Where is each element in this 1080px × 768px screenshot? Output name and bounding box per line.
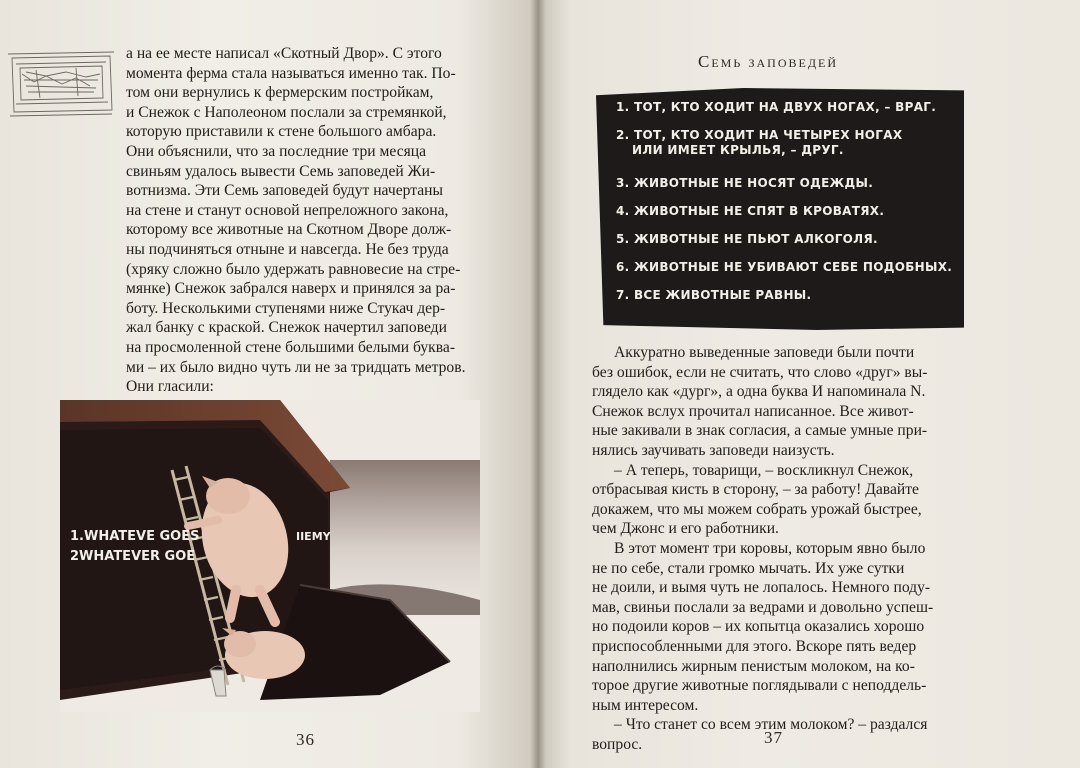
book-gutter (530, 0, 546, 768)
text-line: Они объяснили, что за последние три месяца (126, 142, 427, 160)
commandment-1 (616, 100, 936, 115)
text-line: нялись заучивать заповеди наизусть. (592, 441, 835, 459)
text-line: а на ее месте написал «Скотный Двор». С этого (126, 45, 442, 62)
text-line: наполнились жирным пенистым молоком, на ко- (592, 657, 915, 675)
text-line: ми – их было видно чуть ли не за тридцать метров. (126, 358, 466, 376)
text-line: вопрос. (592, 735, 643, 753)
text-line: приспособленными для этого. Вскоре пять ведер (592, 637, 917, 655)
page-number-right: 37 (764, 728, 783, 747)
commandment-line: 1. ТОТ, КТО ХОДИТ НА ДВУХ НОГАХ, – ВРАГ. (616, 100, 937, 114)
text-line: том они вернулись к фермерским постройкам, (126, 84, 434, 102)
text-line: ным интересом. (592, 696, 699, 714)
text-line: момента ферма стала называться именно так. По- (126, 64, 456, 82)
text-line: не доили, и вымя чуть не лопалось. Немного поду- (592, 579, 931, 597)
wall-text-side: IIEMY (296, 530, 331, 543)
text-line: (хряку сложно было удержать равновесие на стре- (126, 260, 461, 278)
text-line: отбрасывая кисть в сторону, – за работу! Давайте (592, 481, 919, 499)
paragraph (592, 343, 1012, 461)
page-number-left: 36 (296, 730, 315, 749)
left-paragraph (126, 44, 526, 397)
text-line: вотнизма. Эти Семь заповедей будут начертаны (126, 182, 443, 200)
commandment-line: ИЛИ ИМЕЕТ КРЫЛЬЯ, – ДРУГ. (632, 143, 844, 157)
right-page-body (592, 343, 1012, 754)
text-line: Они гласили: (126, 378, 214, 396)
text-line: которому все животные на Скотном Дворе долж- (126, 221, 452, 239)
text-line: жал банку с краской. Снежок начертил заповеди (126, 319, 447, 337)
commandment-line: 6. ЖИВОТНЫЕ НЕ УБИВАЮТ СЕБЕ ПОДОБНЫХ. (616, 260, 953, 274)
text-line: без ошибок, если не считать, что слово «друг» вы- (592, 363, 928, 381)
text-line: Аккуратно выведенные заповеди были почти (614, 344, 915, 361)
text-line: докажем, что мы можем собрать урожай быстрее, (592, 500, 922, 518)
text-line: торое другие животные поглядывали с неподдель- (592, 677, 927, 695)
commandment-3 (616, 176, 873, 191)
commandment-7 (616, 288, 811, 303)
text-line: и Снежок с Наполеоном послали за стремянкой, (126, 103, 447, 121)
left-page (0, 0, 538, 768)
pencil-sketch-vignette (6, 50, 116, 120)
text-line: глядело как «дург», а одна буква И напоминала N. (592, 383, 926, 401)
commandment-6 (616, 260, 952, 275)
commandment-line: 3. ЖИВОТНЫЕ НЕ НОСЯТ ОДЕЖДЫ. (616, 176, 874, 190)
wall-text-line-1: 1.WHATEVE GOES (70, 529, 200, 544)
text-line: свиньям удалось вывести Семь заповедей Жи- (126, 162, 436, 180)
text-line: ные закивали в знак согласия, а самые умные при- (592, 422, 928, 440)
text-line: но подоили коров – их копытца оказались хорошо (592, 618, 925, 636)
text-line: боту. Несколькими ступенями ниже Стукач дер- (126, 299, 446, 317)
text-line: ны подчиняться отныне и навсегда. Не без труда (126, 240, 449, 258)
chapter-title: Семь заповедей (698, 52, 839, 71)
commandment-line: 2. ТОТ, КТО ХОДИТ НА ЧЕТЫРЕХ НОГАХ (616, 128, 903, 142)
text-line: на стене и станут основой непреложного закона, (126, 201, 449, 219)
illustration-pig-painting-wall (60, 400, 480, 712)
commandment-line: 7. ВСЕ ЖИВОТНЫЕ РАВНЫ. (616, 288, 812, 302)
left-page-body (126, 44, 526, 397)
commandment-2 (616, 128, 902, 158)
text-line: мянке) Снежок забрался наверх и принялся за ра- (126, 280, 456, 298)
text-line: которую приставили к стене большого амбара. (126, 123, 437, 141)
text-line: не по себе, стали громко мычать. Их уже сутки (592, 559, 905, 577)
text-line: Снежок вслух прочитал написанное. Все живот- (592, 402, 914, 420)
paragraph (592, 715, 1012, 754)
text-line: – Что станет со всем этим молоком? – раздался (614, 716, 928, 734)
text-line: В этот момент три коровы, которым явно было (614, 539, 926, 557)
commandment-line: 4. ЖИВОТНЫЕ НЕ СПЯТ В КРОВАТЯХ. (616, 204, 885, 218)
paragraph (592, 461, 1012, 539)
right-page (538, 0, 1080, 768)
text-line: на просмоленной стене большими белыми буква- (126, 338, 456, 356)
commandment-line: 5. ЖИВОТНЫЕ НЕ ПЬЮТ АЛКОГОЛЯ. (616, 232, 878, 246)
wall-text-line-2: 2WHATEVER GOE (70, 549, 196, 564)
paragraph (592, 539, 1012, 715)
commandment-5 (616, 232, 878, 247)
text-line: – А теперь, товарищи, – воскликнул Снежок, (614, 461, 914, 479)
text-line: мав, свиньи послали за ведрами и довольно успеш- (592, 598, 934, 616)
text-line: чем Джонс и его работники. (592, 520, 779, 538)
commandment-4 (616, 204, 884, 219)
